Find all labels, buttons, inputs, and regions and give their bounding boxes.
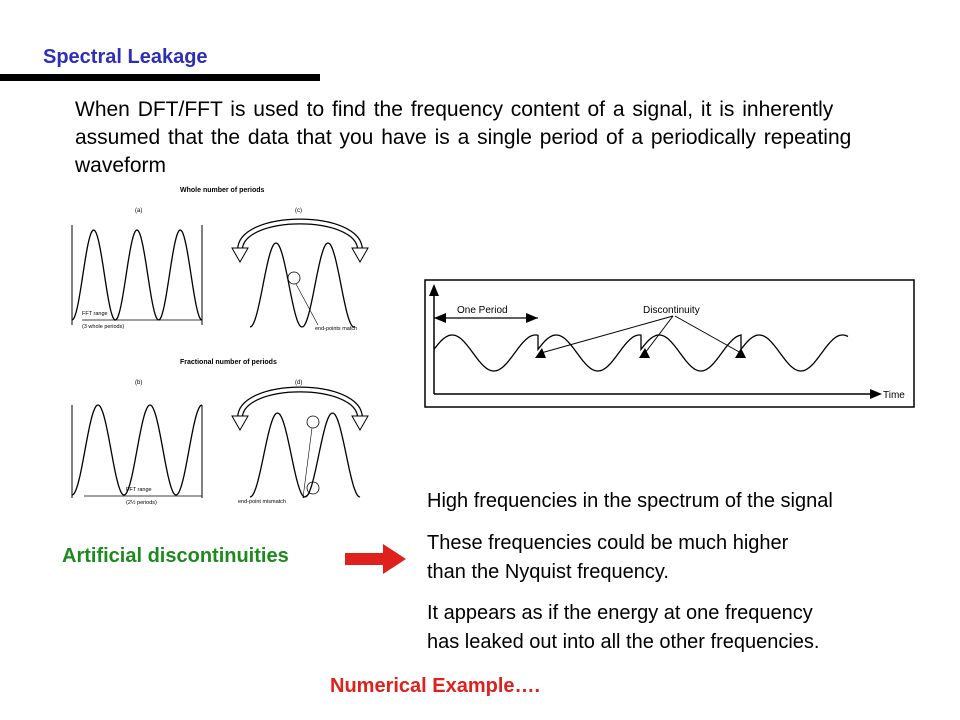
label-c: (c) [295,208,302,214]
fft-range-sub-a: (3 whole periods) [82,324,125,330]
periods-figure [60,180,400,520]
page-title: Spectral Leakage [43,46,208,68]
whole-periods-heading: Whole number of periods [180,187,265,194]
discontinuity-label: Discontinuity [643,305,700,316]
sine-wave-a [72,230,202,320]
sine-wave-b [72,405,202,495]
label-d: (d) [295,380,303,386]
figure-frame [425,280,914,407]
mismatch-circle-top [307,416,319,428]
time-axis-label: Time [883,390,905,401]
sine-wave-c [250,243,355,327]
nyquist-line-1: These frequencies could be much higher [427,532,789,554]
label-b: (b) [135,380,143,386]
title-underline [0,74,320,81]
artificial-discontinuities-label: Artificial discontinuities [62,545,289,567]
one-period-label: One Period [457,305,508,316]
mismatch-circle-bottom [307,482,319,494]
fft-range-label-b: FFT range [126,487,152,493]
wrap-arrow-d [240,390,360,419]
endpoint-mismatch-label: end-point mismatch [238,499,286,505]
label-a: (a) [135,208,143,214]
leakage-line-2: has leaked out into all the other frequencies. [427,631,820,653]
discontinuity-figure [423,278,918,413]
fft-range-sub-b: (2½ periods) [126,500,157,506]
fft-range-label-a: FFT range [82,311,108,317]
numerical-example-link[interactable]: Numerical Example…. [330,675,541,697]
fractional-periods-heading: Fractional number of periods [180,359,277,366]
nyquist-line-2: than the Nyquist frequency. [427,561,669,583]
right-arrow-icon [345,542,407,576]
endpoint-circle-c [288,272,300,284]
wrap-arrow-c [240,222,360,251]
high-frequencies-text: High frequencies in the spectrum of the signal [427,490,833,512]
intro-paragraph: When DFT/FFT is used to find the frequency content of a signal, it is inherently assumed that the data that you have is a single period of a periodically repeating waveform [75,98,852,177]
leakage-line-1: It appears as if the energy at one frequency [427,602,813,624]
endpoints-match-label: end-points match [315,326,358,332]
